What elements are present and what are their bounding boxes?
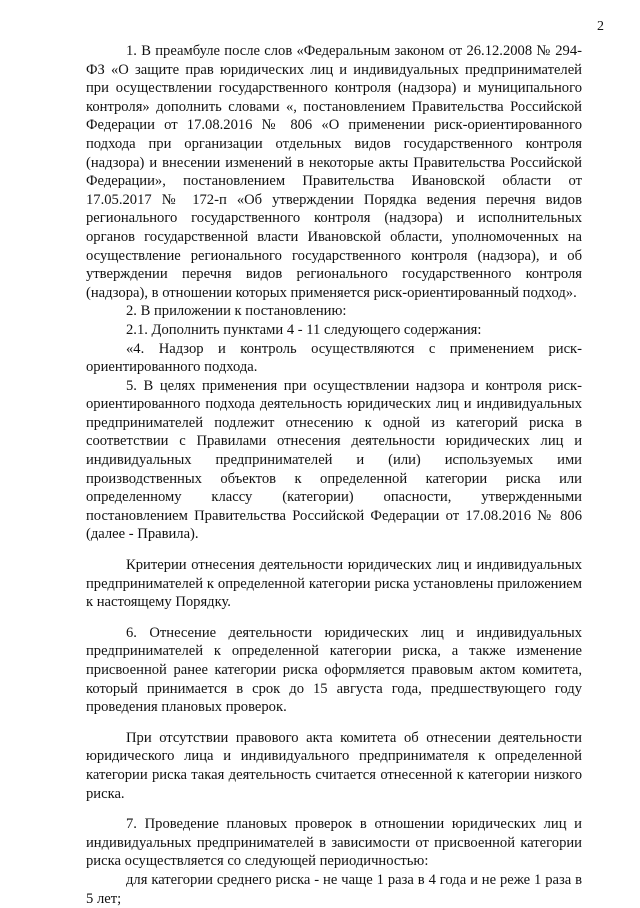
paragraph-criteria: Критерии отнесения деятельности юридических лиц и индивидуальных предпринимателей к определенной категории риска установлены приложением к настоящему Порядку. <box>86 557 582 611</box>
paragraph-point-6: 6. Отнесение деятельности юридических лиц и индивидуальных предпринимателей к определенной категории риска, а также изменение присвоенной ранее категории риска оформляется правовым актом комитета, который принимается в срок до 15 августа года, предшествующего году проведения плановых проверок. <box>86 624 582 716</box>
document-body <box>86 42 582 908</box>
paragraph-point-4: «4. Надзор и контроль осуществляются с применением риск-ориентированного подхода. <box>86 340 582 376</box>
page-number: 2 <box>597 19 604 34</box>
paragraph-add-points: 2.1. Дополнить пунктами 4 - 11 следующего содержания: <box>126 321 482 338</box>
paragraph-medium-risk: для категории среднего риска - не чаще 1 раза в 4 года и не реже 1 раза в 5 лет; <box>86 871 582 907</box>
paragraph-point-7: 7. Проведение плановых проверок в отношении юридических лиц и индивидуальных предпринимателей в зависимости от присвоенной категории риска осуществляется со следующей периодичностью: <box>86 816 582 870</box>
paragraph-appendix-intro: 2. В приложении к постановлению: <box>126 303 347 320</box>
paragraph-preamble-amendment: 1. В преамбуле после слов «Федеральным законом от 26.12.2008 № 294-ФЗ «О защите прав юридических лиц и индивидуальных предпринимателей при осуществлении государственного контроля (надзора) и муниципального контроля» дополнить словами «, постановлением Правительства Российской Федерации от 17.08.2016 № 806 «О применении риск-ориентированного подхода при организации отдельных видов государственного контроля (надзора) и внесении изменений в некоторые акты Правительства Российской Федерации», постановлением Правительства Ивановской области от 17.05.2017 № 172-п «Об утверждении Порядка ведения перечня видов регионального государственного контроля (надзора) и исполнительных органов государственной власти Ивановской области, уполномоченных на осуществление регионального государственного контроля (надзора), и об утверждении перечня видов регионального государственного контроля (надзора), в отношении которых применяется риск-ориентированный подход». <box>86 43 582 301</box>
paragraph-point-5: 5. В целях применения при осуществлении надзора и контроля риск-ориентированного подхода деятельность юридических лиц и индивидуальных предпринимателей подлежит отнесению к одной из категорий риска в соответствии с Правилами отнесения деятельности юридических лиц и индивидуальных предпринимателей и (или) используемых ими производственных объектов к определенной категории риска или определенному классу (категории) опасности, утвержденными постановлением Правительства Российской Федерации от 17.08.2016 № 806 (далее - Правила). <box>86 377 582 543</box>
paragraph-no-act: При отсутствии правового акта комитета об отнесении деятельности юридического лица и индивидуального предпринимателя к определенной категории риска такая деятельность считается отнесенной к категории низкого риска. <box>86 729 582 802</box>
